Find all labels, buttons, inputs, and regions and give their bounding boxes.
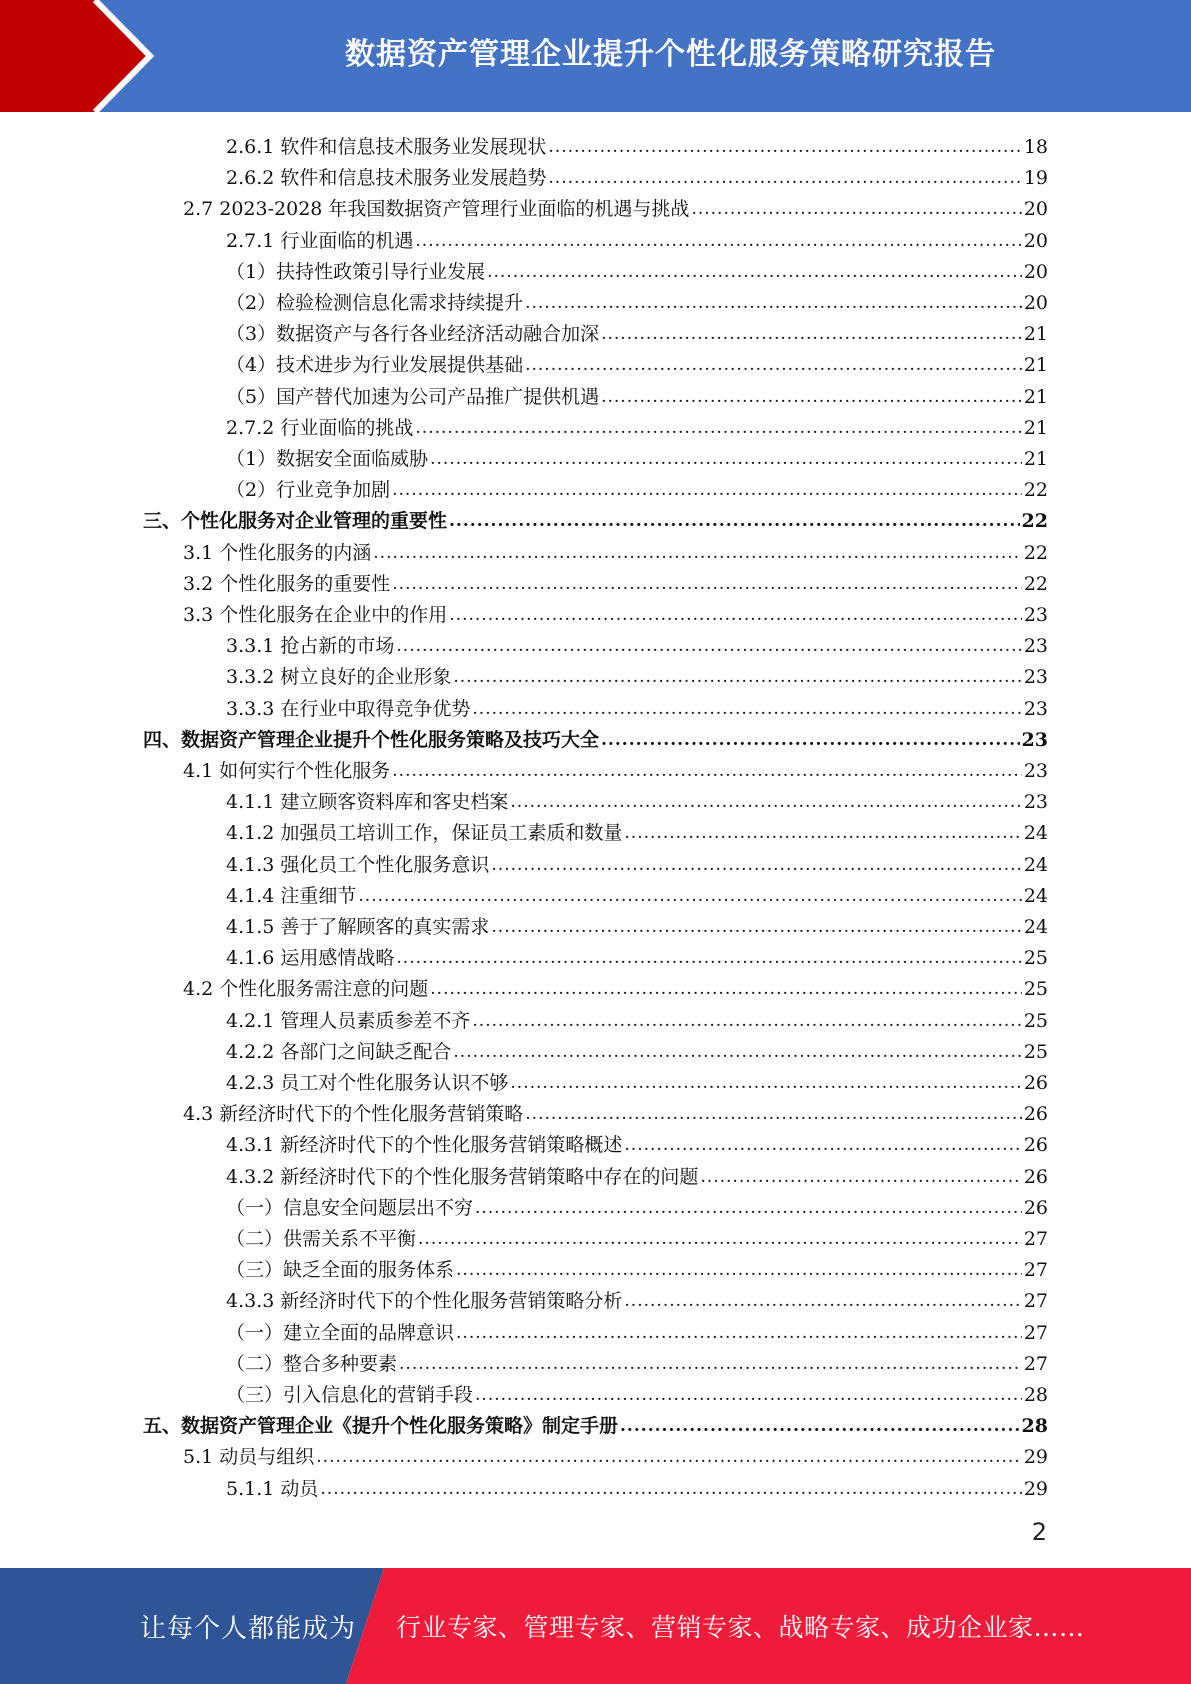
toc-entry-title: 3.3.3 在行业中取得竞争优势 <box>226 697 471 720</box>
toc-entry-title: 2.6.1 软件和信息技术服务业发展现状 <box>226 136 547 158</box>
toc-entry[interactable] <box>226 314 1048 345</box>
toc-entry-title: 3.3.1 抢占新的市场 <box>226 635 395 658</box>
toc-entry-page: 24 <box>1023 853 1048 876</box>
toc-entry-page: 27 <box>1023 1290 1048 1313</box>
toc-entry-title: 3.3 个性化服务在企业中的作用 <box>183 604 448 626</box>
toc-entry-page: 24 <box>1023 884 1048 907</box>
toc-entry[interactable] <box>226 377 1048 408</box>
toc-dot-leader <box>392 760 1022 782</box>
toc-entry-page: 21 <box>1023 354 1048 377</box>
toc-entry-page: 21 <box>1023 448 1048 470</box>
toc-entry-page: 23 <box>1023 635 1048 658</box>
toc-entry-title: 五、数据资产管理企业《提升个性化服务策略》制定手册 <box>143 1415 619 1438</box>
toc-entry-title: 4.1.6 运用感情战略 <box>226 947 395 970</box>
page-footer <box>0 1568 1191 1684</box>
toc-entry[interactable] <box>143 501 1048 532</box>
toc-entry-page: 26 <box>1023 1165 1048 1188</box>
toc-entry[interactable] <box>226 1219 1048 1250</box>
toc-entry[interactable] <box>226 221 1048 252</box>
toc-entry[interactable] <box>226 782 1048 813</box>
toc-dot-leader <box>510 1072 1021 1094</box>
toc-entry[interactable] <box>183 751 1048 782</box>
toc-entry-title: （2）检验检测信息化需求持续提升 <box>226 292 524 314</box>
toc-entry[interactable] <box>226 1375 1048 1406</box>
toc-entry-page: 29 <box>1023 1446 1048 1469</box>
toc-entry-title: （三）缺乏全面的服务体系 <box>226 1259 455 1282</box>
toc-entry-page: 27 <box>1023 1352 1048 1375</box>
toc-entry-title: 2.7.1 行业面临的机遇 <box>226 229 414 252</box>
toc-entry-page: 21 <box>1023 323 1048 346</box>
toc-entry[interactable] <box>143 720 1048 751</box>
toc-entry-page: 26 <box>1023 1072 1048 1094</box>
toc-dot-leader <box>396 635 1021 657</box>
toc-entry-title: 3.2 个性化服务的重要性 <box>183 572 391 595</box>
toc-entry[interactable] <box>226 1188 1048 1219</box>
toc-entry[interactable] <box>226 657 1048 688</box>
toc-dot-leader <box>525 1103 1022 1125</box>
toc-dot-leader <box>624 822 1021 844</box>
toc-entry-title: 3.3.2 树立良好的企业形象 <box>226 666 452 689</box>
toc-entry[interactable] <box>183 595 1048 626</box>
toc-entry[interactable] <box>226 1157 1048 1188</box>
toc-entry[interactable] <box>226 1032 1048 1063</box>
toc-entry-title: 4.1.5 善于了解顾客的真实需求 <box>226 916 490 938</box>
toc-entry-page: 27 <box>1023 1321 1048 1344</box>
toc-entry-page: 18 <box>1023 136 1048 158</box>
toc-entry-title: （1）数据安全面临威胁 <box>226 448 429 470</box>
toc-entry[interactable] <box>143 1406 1048 1437</box>
toc-entry-title: 4.1.1 建立顾客资料库和客史档案 <box>226 791 509 814</box>
toc-entry-page: 28 <box>1023 1384 1048 1406</box>
toc-entry-page: 22 <box>1023 541 1048 564</box>
toc-entry[interactable] <box>226 1001 1048 1032</box>
toc-dot-leader <box>430 448 1022 470</box>
document-title: 数据资产管理企业提升个性化服务策略研究报告 <box>345 37 996 72</box>
toc-entry[interactable] <box>226 813 1048 844</box>
toc-entry[interactable] <box>226 626 1048 657</box>
toc-entry-title: 4.3.2 新经济时代下的个性化服务营销策略中存在的问题 <box>226 1165 699 1188</box>
toc-entry-page: 20 <box>1023 260 1048 283</box>
toc-entry-title: 2.7 2023-2028 年我国数据资产管理行业面临的机遇与挑战 <box>183 198 690 221</box>
toc-entry[interactable] <box>226 1063 1048 1094</box>
toc-dot-leader <box>415 230 1021 252</box>
toc-dot-leader <box>624 1290 1021 1312</box>
toc-dot-leader <box>548 136 1021 158</box>
toc-entry[interactable] <box>226 158 1048 189</box>
toc-dot-leader <box>399 1353 1022 1375</box>
toc-dot-leader <box>491 916 1021 938</box>
toc-dot-leader <box>487 261 1022 283</box>
toc-dot-leader <box>320 1478 1021 1500</box>
header-arrow-shape <box>0 0 170 112</box>
toc-dot-leader <box>475 1384 1022 1406</box>
toc-entry-title: 5.1 动员与组织 <box>183 1446 315 1469</box>
toc-entry[interactable] <box>183 564 1048 595</box>
page-number: 2 <box>1031 1518 1047 1546</box>
toc-entry-page: 25 <box>1023 1040 1048 1063</box>
toc-entry[interactable] <box>226 845 1048 876</box>
toc-dot-leader <box>456 1322 1022 1344</box>
toc-entry-title: （一）建立全面的品牌意识 <box>226 1321 455 1344</box>
toc-entry[interactable] <box>226 938 1048 969</box>
toc-dot-leader <box>418 1228 1022 1250</box>
toc-entry[interactable] <box>226 408 1048 439</box>
toc-dot-leader <box>453 1041 1021 1063</box>
toc-entry-title: （5）国产替代加速为公司产品推广提供机遇 <box>226 385 600 408</box>
toc-entry[interactable] <box>226 345 1048 376</box>
toc-dot-leader <box>373 542 1022 564</box>
toc-entry-title: （二）供需关系不平衡 <box>226 1228 417 1250</box>
toc-dot-leader <box>456 1259 1022 1281</box>
toc-entry-page: 19 <box>1023 167 1048 190</box>
toc-entry-title: 四、数据资产管理企业提升个性化服务策略及技巧大全 <box>143 728 600 751</box>
toc-entry[interactable] <box>226 283 1048 314</box>
toc-entry[interactable] <box>226 252 1048 283</box>
toc-entry-page: 28 <box>1021 1415 1048 1438</box>
toc-entry-title: 3.1 个性化服务的内涵 <box>183 541 372 564</box>
toc-entry-page: 29 <box>1023 1477 1048 1500</box>
toc-entry-page: 25 <box>1023 978 1048 1001</box>
toc-dot-leader <box>358 885 1021 907</box>
toc-dot-leader <box>548 167 1021 189</box>
toc-entry[interactable] <box>226 907 1048 938</box>
footer-slogan-left: 让每个人都能成为 <box>140 1613 357 1644</box>
toc-dot-leader <box>620 1415 1020 1437</box>
toc-entry-title: （3）数据资产与各行各业经济活动融合加深 <box>226 323 600 346</box>
toc-entry-page: 26 <box>1023 1196 1048 1219</box>
toc-entry-title: 4.1.4 注重细节 <box>226 884 357 907</box>
toc-dot-leader <box>449 604 1022 626</box>
toc-entry[interactable] <box>183 1094 1048 1125</box>
toc-entry-page: 22 <box>1021 510 1048 533</box>
toc-entry-page: 25 <box>1023 947 1048 970</box>
toc-entry-page: 20 <box>1023 229 1048 252</box>
toc-entry[interactable] <box>183 1437 1048 1468</box>
toc-entry[interactable] <box>183 533 1048 564</box>
toc-entry[interactable] <box>226 1344 1048 1375</box>
toc-entry-title: 4.1.2 加强员工培训工作，保证员工素质和数量 <box>226 822 623 845</box>
toc-entry-page: 23 <box>1023 760 1048 782</box>
toc-entry-title: 2.6.2 软件和信息技术服务业发展趋势 <box>226 167 547 190</box>
toc-entry-page: 21 <box>1023 385 1048 408</box>
toc-dot-leader <box>525 292 1022 314</box>
toc-dot-leader <box>472 1010 1021 1032</box>
toc-entry[interactable] <box>183 189 1048 220</box>
toc-entry-page: 20 <box>1023 198 1048 221</box>
toc-entry-title: （2）行业竞争加剧 <box>226 479 391 502</box>
toc-entry-page: 24 <box>1023 916 1048 938</box>
toc-dot-leader <box>700 1166 1021 1188</box>
toc-dot-leader <box>601 386 1022 408</box>
toc-dot-leader <box>415 417 1021 439</box>
toc-entry[interactable] <box>226 1125 1048 1156</box>
toc-entry-page: 23 <box>1023 697 1048 720</box>
toc-entry-title: 4.2.3 员工对个性化服务认识不够 <box>226 1072 509 1094</box>
toc-entry-title: 2.7.2 行业面临的挑战 <box>226 416 414 439</box>
toc-dot-leader <box>691 198 1021 220</box>
toc-entry-page: 20 <box>1023 292 1048 314</box>
toc-entry[interactable] <box>226 1250 1048 1281</box>
toc-entry-title: 4.1.3 强化员工个性化服务意识 <box>226 853 490 876</box>
toc-entry-title: （一）信息安全问题层出不穷 <box>226 1196 474 1219</box>
toc-entry-page: 27 <box>1023 1259 1048 1282</box>
toc-dot-leader <box>624 1134 1021 1156</box>
toc-dot-leader <box>472 698 1021 720</box>
toc-entry-title: 4.3.1 新经济时代下的个性化服务营销策略概述 <box>226 1134 623 1157</box>
toc-dot-leader <box>601 323 1022 345</box>
toc-entry-title: 三、个性化服务对企业管理的重要性 <box>143 510 448 533</box>
toc-entry-title: 4.2.1 管理人员素质参差不齐 <box>226 1009 471 1032</box>
toc-entry-title: （1）扶持性政策引导行业发展 <box>226 260 486 283</box>
toc-entry-page: 23 <box>1021 728 1048 751</box>
toc-entry[interactable] <box>226 127 1048 158</box>
toc-entry-title: （4）技术进步为行业发展提供基础 <box>226 354 524 377</box>
toc-entry-page: 23 <box>1023 666 1048 689</box>
toc-dot-leader <box>453 666 1021 688</box>
toc-entry[interactable] <box>226 1469 1048 1500</box>
toc-entry-title: 4.3 新经济时代下的个性化服务营销策略 <box>183 1103 524 1126</box>
toc-entry-title: （二）整合多种要素 <box>226 1352 398 1375</box>
toc-dot-leader <box>316 1446 1022 1468</box>
toc-entry[interactable] <box>226 689 1048 720</box>
toc-entry-page: 22 <box>1023 479 1048 502</box>
toc-entry-title: （三）引入信息化的营销手段 <box>226 1384 474 1406</box>
toc-dot-leader <box>430 978 1022 1000</box>
toc-entry-page: 24 <box>1023 822 1048 845</box>
toc-entry-title: 4.3.3 新经济时代下的个性化服务营销策略分析 <box>226 1290 623 1313</box>
toc-dot-leader <box>601 729 1020 751</box>
toc-entry-title: 4.2 个性化服务需注意的问题 <box>183 978 429 1001</box>
toc-dot-leader <box>392 573 1022 595</box>
toc-entry-page: 23 <box>1023 791 1048 814</box>
toc-dot-leader <box>392 479 1022 501</box>
toc-entry-title: 5.1.1 动员 <box>226 1477 319 1500</box>
toc-entry-page: 25 <box>1023 1009 1048 1032</box>
footer-slogan-right: 行业专家、管理专家、营销专家、战略专家、成功企业家…… <box>396 1613 1085 1642</box>
toc-entry[interactable] <box>226 1313 1048 1344</box>
toc-dot-leader <box>475 1197 1022 1219</box>
toc-entry-page: 22 <box>1023 572 1048 595</box>
toc-dot-leader <box>396 947 1021 969</box>
toc-entry-page: 27 <box>1023 1228 1048 1250</box>
toc-entry[interactable] <box>226 470 1048 501</box>
toc-entry[interactable] <box>226 439 1048 470</box>
toc-dot-leader <box>510 791 1021 813</box>
toc-entry-title: 4.1 如何实行个性化服务 <box>183 760 391 782</box>
toc-entry-title: 4.2.2 各部门之间缺乏配合 <box>226 1040 452 1063</box>
toc-entry[interactable] <box>226 1281 1048 1312</box>
toc-entry-page: 21 <box>1023 416 1048 439</box>
toc-dot-leader <box>491 854 1021 876</box>
toc-dot-leader <box>525 354 1022 376</box>
toc-entry[interactable] <box>183 969 1048 1000</box>
toc-dot-leader <box>449 510 1020 532</box>
toc-entry-page: 23 <box>1023 604 1048 626</box>
page-header <box>0 0 1191 112</box>
toc-entry-page: 26 <box>1023 1103 1048 1126</box>
toc-entry-page: 26 <box>1023 1134 1048 1157</box>
toc-entry[interactable] <box>226 876 1048 907</box>
